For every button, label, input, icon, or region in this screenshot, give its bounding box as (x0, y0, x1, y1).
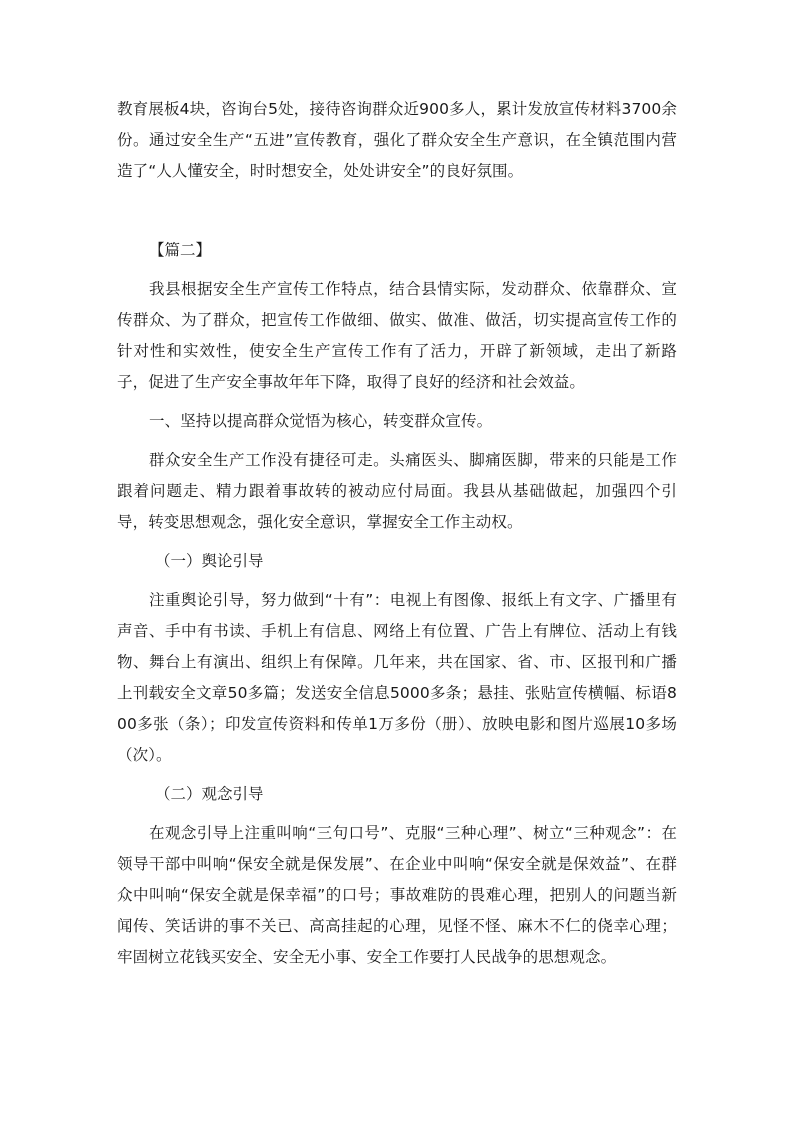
spacer (117, 771, 677, 779)
paragraph-heading-one: 一、坚持以提高群众觉悟为核心，转变群众宣传。 (149, 412, 493, 430)
spacer (117, 810, 677, 818)
paragraph-concept: 在观念引导上注重叫响“三句口号”、克服“三种心理”、树立“三种观念”：在领导干部中叫响“保安全就是保发展”、在企业中叫响“保安全就是保效益”、在群众中叫响“保安全就是保幸福”的口号；事故难防的畏难心理，把别人的问题当新闻传、笑话讲的事不关已、高高挂起的心理，见怪不怪、麻木不仁的侥幸心理；牢固树立花钱买安全、安全无小事、安全工作要打人民战争的思想观念。 (117, 824, 677, 966)
section-spacer (117, 187, 677, 235)
section-heading: 【篇二】 (149, 241, 212, 259)
document-body (117, 94, 677, 973)
paragraph-intro: 我县根据安全生产宣传工作特点，结合县情实际，发动群众、依靠群众、宣传群众、为了群众，把宣传工作做细、做实、做准、做活，切实提高宣传工作的针对性和实效性，使安全生产宣传工作有了活力，开辟了新领域，走出了新路子，促进了生产安全事故年年下降，取得了良好的经济和社会效益。 (117, 280, 677, 391)
spacer (117, 437, 677, 445)
paragraph-public-opinion: 注重舆论引导，努力做到“十有”：电视上有图像、报纸上有文字、广播里有声音、手中有书读、手机上有信息、网络上有位置、广告上有牌位、活动上有钱物、舞台上有演出、组织上有保障。几年来，共在国家、省、市、区报刊和广播上刊载安全文章50多篇；发送安全信息5000多条；悬挂、张贴宣传横幅、标语800多张（条）；印发宣传资料和传单1万多份（册）、放映电影和图片巡展10多场（次）。 (117, 591, 677, 764)
subheading-public-opinion: （一）舆论引导 (155, 552, 264, 570)
spacer (117, 538, 677, 546)
spacer (117, 398, 677, 406)
spacer (117, 266, 677, 274)
spacer (117, 577, 677, 585)
paragraph-basis: 群众安全生产工作没有捷径可走。头痛医头、脚痛医脚，带来的只能是工作跟着问题走、精力跟着事故转的被动应付局面。我县从基础做起，加强四个引导，转变思想观念，强化安全意识，掌握安全工作主动权。 (117, 451, 677, 531)
subheading-concept: （二）观念引导 (155, 785, 264, 803)
paragraph-continued: 教育展板4块，咨询台5处，接待咨询群众近900多人，累计发放宣传材料3700余份。通过安全生产“五进”宣传教育，强化了群众安全生产意识，在全镇范围内营造了“人人懂安全，时时想安全，处处讲安全”的良好氛围。 (117, 100, 677, 180)
